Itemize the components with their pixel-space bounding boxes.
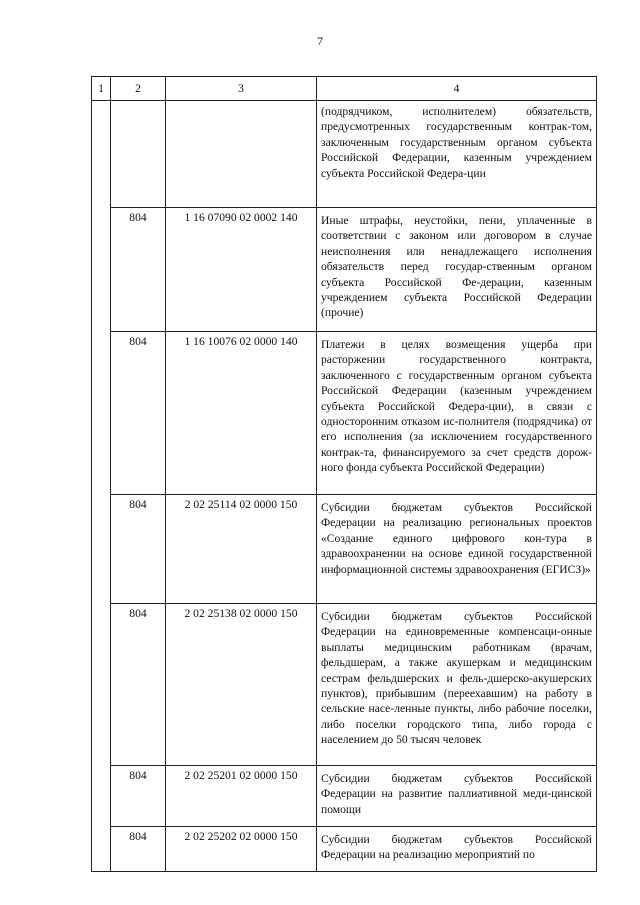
header-col-2: 2 (111, 77, 166, 101)
budget-code-cell: 1 16 07090 02 0002 140 (166, 208, 317, 332)
table-row (92, 208, 597, 332)
header-col-1: 1 (92, 77, 111, 101)
admin-code-cell (111, 101, 166, 208)
admin-code-cell: 804 (111, 766, 166, 827)
description-cell: Иные штрафы, неустойки, пени, уплаченные в соответствии с законом или договором в случае неисполнения или ненадлежащего исполнения обязательств перед государ-ственным органом субъекта Российской Фе-дерации, казенным учреждением субъекта Российской Федерации (прочие) (317, 208, 597, 332)
table-row (92, 827, 597, 872)
table-header-row (92, 77, 597, 101)
budget-codes-table (91, 76, 597, 872)
description-cell: Субсидии бюджетам субъектов Российской Федерации на развитие паллиативной меди-цинской помощи (317, 766, 597, 827)
budget-code-cell (166, 101, 317, 208)
header-col-4: 4 (317, 77, 597, 101)
admin-code-cell: 804 (111, 495, 166, 604)
table-row (92, 332, 597, 495)
budget-code-cell: 1 16 10076 02 0000 140 (166, 332, 317, 495)
description-cell: Платежи в целях возмещения ущерба при расторжении государственного контракта, заключенного с государственным органом субъекта Российской Федерации (казенным учреждением субъекта Российской Федера-ции), в связи с односторонним отказом ис-полнителя (подрядчика) от его исполнения (за исключением государственного контрак-та, финансируемого за счет средств дорож-ного фонда субъекта Российской Федерации) (317, 332, 597, 495)
table-row (92, 101, 597, 208)
description-cell: Субсидии бюджетам субъектов Российской Федерации на единовременные компенсаци-онные выплаты медицинским работникам (врачам, фельдшерам, а также акушеркам и медицинским сестрам фельдшерских и фель-дшерско-акушерских пунктов), прибывшим (переехавшим) на работу в сельские насе-ленные пункты, либо рабочие поселки, либо поселки городского типа, либо города с населением до 50 тысяч человек (317, 604, 597, 766)
column-1-merged-cell (92, 101, 111, 872)
admin-code-cell: 804 (111, 827, 166, 872)
budget-code-cell: 2 02 25114 02 0000 150 (166, 495, 317, 604)
table-row (92, 495, 597, 604)
description-cell: Субсидии бюджетам субъектов Российской Федерации на реализацию мероприятий по (317, 827, 597, 872)
description-cell: (подрядчиком, исполнителем) обязательств, предусмотренных государственным контрак-том, заключенным государственным органом субъекта Российской Федерации, казенным учреждением субъекта Российской Федера-ции (317, 101, 597, 208)
budget-code-cell: 2 02 25138 02 0000 150 (166, 604, 317, 766)
header-col-3: 3 (166, 77, 317, 101)
budget-code-cell: 2 02 25202 02 0000 150 (166, 827, 317, 872)
admin-code-cell: 804 (111, 604, 166, 766)
page-number: 7 (317, 34, 323, 48)
budget-code-cell: 2 02 25201 02 0000 150 (166, 766, 317, 827)
table-row (92, 766, 597, 827)
table-row (92, 604, 597, 766)
admin-code-cell: 804 (111, 208, 166, 332)
description-cell: Субсидии бюджетам субъектов Российской Федерации на реализацию региональных проектов «Создание единого цифрового кон-тура в здравоохранении на основе единой государственной информационной системы здравоохранения (ЕГИСЗ)» (317, 495, 597, 604)
admin-code-cell: 804 (111, 332, 166, 495)
